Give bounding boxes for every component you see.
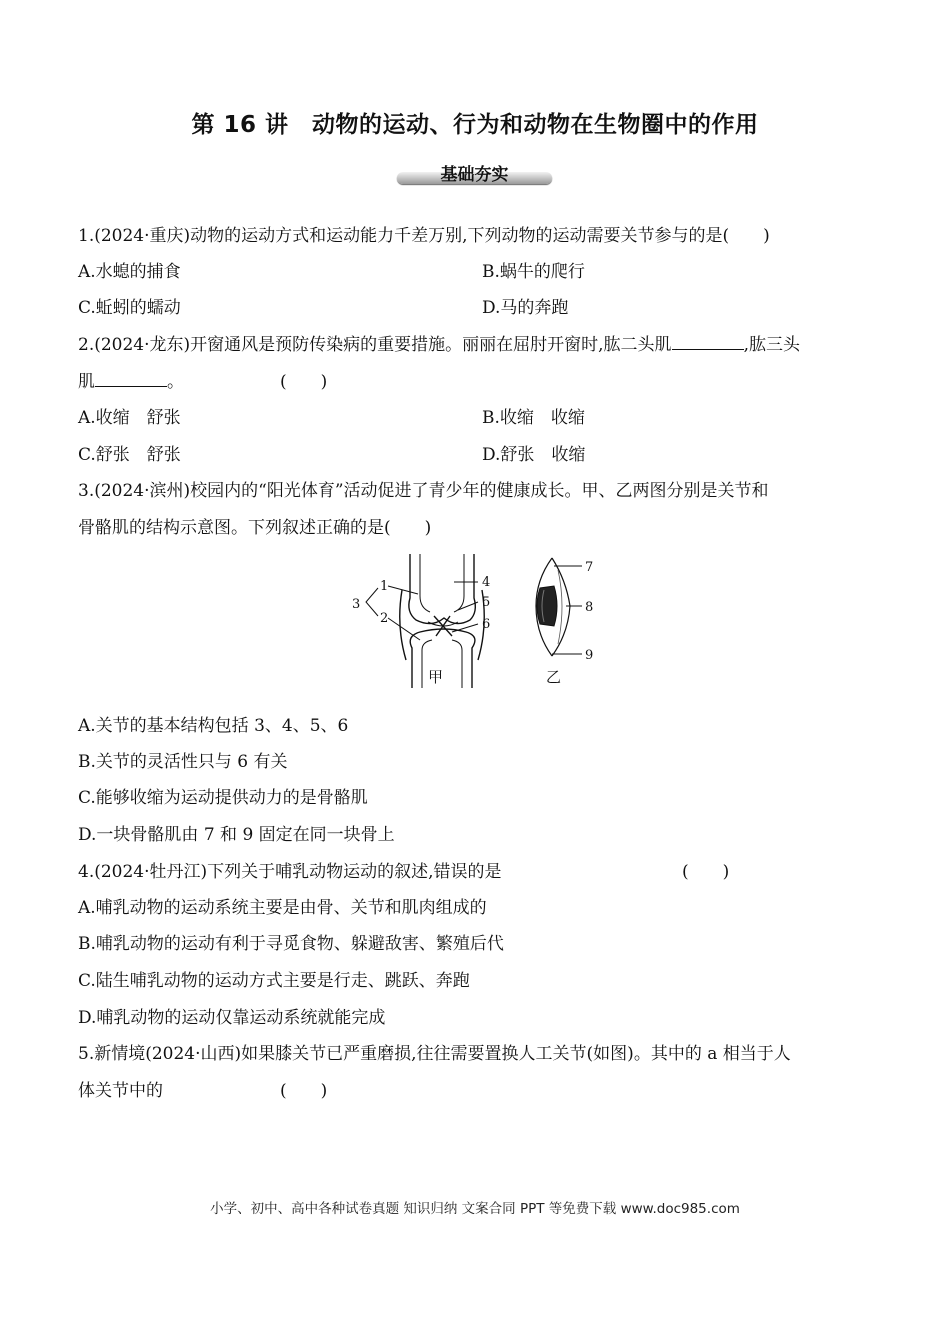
fig-caption-yi: 乙 <box>546 668 562 686</box>
q2-stem-part1: 2.(2024·龙东)开窗通风是预防传染病的重要措施。丽丽在屈肘开窗时,肱二头肌 <box>78 335 672 355</box>
q2-option-d: D.舒张 收缩 <box>482 445 586 465</box>
q3-option-b: B.关节的灵活性只与 6 有关 <box>78 752 288 772</box>
fig-label-8: 8 <box>585 600 594 615</box>
muscle-diagram <box>536 558 570 656</box>
fig-label-4: 4 <box>482 575 491 590</box>
section-tag-label: 基础夯实 <box>440 165 509 185</box>
joint-muscle-diagram <box>340 550 640 690</box>
page-title: 第 16 讲 动物的运动、行为和动物在生物圈中的作用 <box>191 112 759 138</box>
q1-option-b: B.蜗牛的爬行 <box>482 262 585 282</box>
question-2-stem-line2 <box>78 370 184 394</box>
fig-label-3: 3 <box>352 597 361 612</box>
q5-answer-paren: ( ) <box>280 1081 328 1101</box>
q2-stem-part2: ,肱三头 <box>743 335 800 355</box>
q2-blank-2 <box>95 370 167 387</box>
fig-caption-jia: 甲 <box>428 668 444 686</box>
fig-label-6: 6 <box>482 617 491 632</box>
section-tag <box>397 160 552 186</box>
fig-label-2: 2 <box>380 611 389 626</box>
joint-muscle-figure <box>340 550 640 690</box>
question-2-stem <box>78 333 800 357</box>
q2-option-b: B.收缩 收缩 <box>482 408 585 428</box>
q4-option-b: B.哺乳动物的运动有利于寻觅食物、躲避敌害、繁殖后代 <box>78 934 504 954</box>
question-4-stem: 4.(2024·牡丹江)下列关于哺乳动物运动的叙述,错误的是 <box>78 862 502 882</box>
fig-label-7: 7 <box>585 560 594 575</box>
question-3-stem-line2: 骨骼肌的结构示意图。下列叙述正确的是( ) <box>78 518 432 538</box>
q1-option-a: A.水螅的捕食 <box>78 262 181 282</box>
q3-option-d: D.一块骨骼肌由 7 和 9 固定在同一块骨上 <box>78 825 395 845</box>
q2-answer-paren: ( ) <box>280 372 328 392</box>
q4-option-c: C.陆生哺乳动物的运动方式主要是行走、跳跃、奔跑 <box>78 971 470 991</box>
q2-option-c: C.舒张 舒张 <box>78 445 181 465</box>
q2-stem-line2-end: 。 <box>167 372 184 392</box>
question-1-stem: 1.(2024·重庆)动物的运动方式和运动能力千差万别,下列动物的运动需要关节参与的是( ) <box>78 226 770 246</box>
question-3-stem: 3.(2024·滨州)校园内的“阳光体育”活动促进了青少年的健康成长。甲、乙两图分别是关节和 <box>78 481 769 501</box>
q3-option-c: C.能够收缩为运动提供动力的是骨骼肌 <box>78 788 368 808</box>
fig-label-5: 5 <box>482 595 491 610</box>
q2-blank-1 <box>672 333 744 350</box>
q2-stem-line2-start: 肌 <box>78 372 95 392</box>
q1-option-d: D.马的奔跑 <box>482 298 569 318</box>
q4-option-a: A.哺乳动物的运动系统主要是由骨、关节和肌肉组成的 <box>78 898 487 918</box>
question-5-stem: 5.新情境(2024·山西)如果膝关节已严重磨损,往往需要置换人工关节(如图)。其中的 a 相当于人 <box>78 1044 791 1064</box>
q3-option-a: A.关节的基本结构包括 3、4、5、6 <box>78 716 349 736</box>
q2-option-a: A.收缩 舒张 <box>78 408 181 428</box>
question-5-stem-line2: 体关节中的 <box>78 1081 163 1101</box>
q1-option-c: C.蚯蚓的蠕动 <box>78 298 181 318</box>
page-footer: 小学、初中、高中各种试卷真题 知识归纳 文案合同 PPT 等免费下载 www.doc985.com <box>210 1201 740 1217</box>
q4-answer-paren: ( ) <box>682 862 730 882</box>
fig-label-9: 9 <box>585 648 594 663</box>
q4-option-d: D.哺乳动物的运动仅靠运动系统就能完成 <box>78 1008 386 1028</box>
fig-label-1: 1 <box>380 579 389 594</box>
